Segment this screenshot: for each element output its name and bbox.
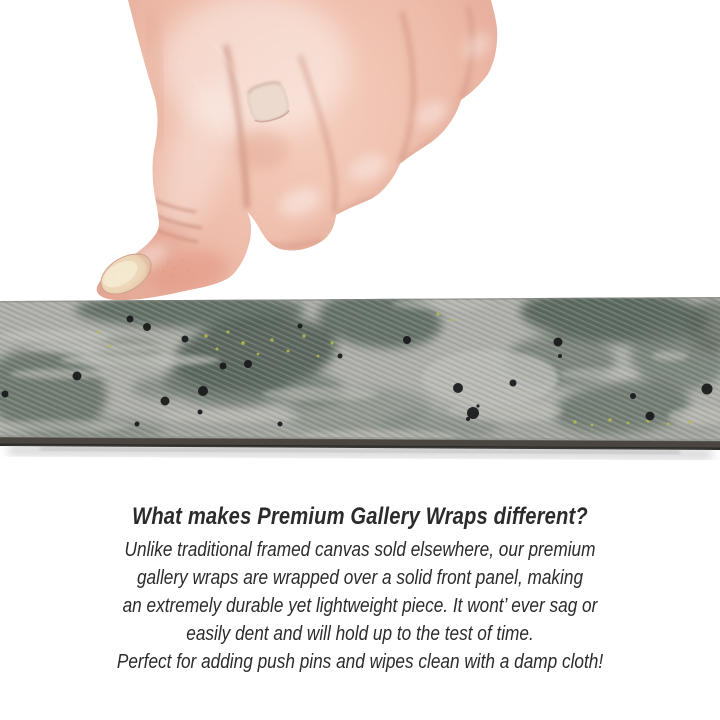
info-line-3: an extremely durable yet lightweight piece. It wont’ ever sag or: [122, 594, 598, 617]
hand-photo: [0, 0, 720, 310]
info-text-block: [58, 501, 663, 676]
info-line-1: Unlike traditional framed canvas sold elsewhere, our premium: [124, 538, 596, 561]
canvas-edge-photo: [0, 296, 720, 476]
info-line-2: gallery wraps are wrapped over a solid front panel, making: [136, 566, 584, 589]
info-line-4: easily dent and will hold up to the test of time.: [186, 622, 534, 645]
info-heading: What makes Premium Gallery Wraps different?: [132, 503, 588, 530]
hand-shape: [94, 0, 497, 302]
index-tip-blush: [236, 130, 288, 170]
canvas-fabric: [0, 296, 720, 448]
info-line-5: Perfect for adding push pins and wipes clean with a damp cloth!: [116, 650, 604, 673]
canvas-grain: [0, 296, 720, 448]
